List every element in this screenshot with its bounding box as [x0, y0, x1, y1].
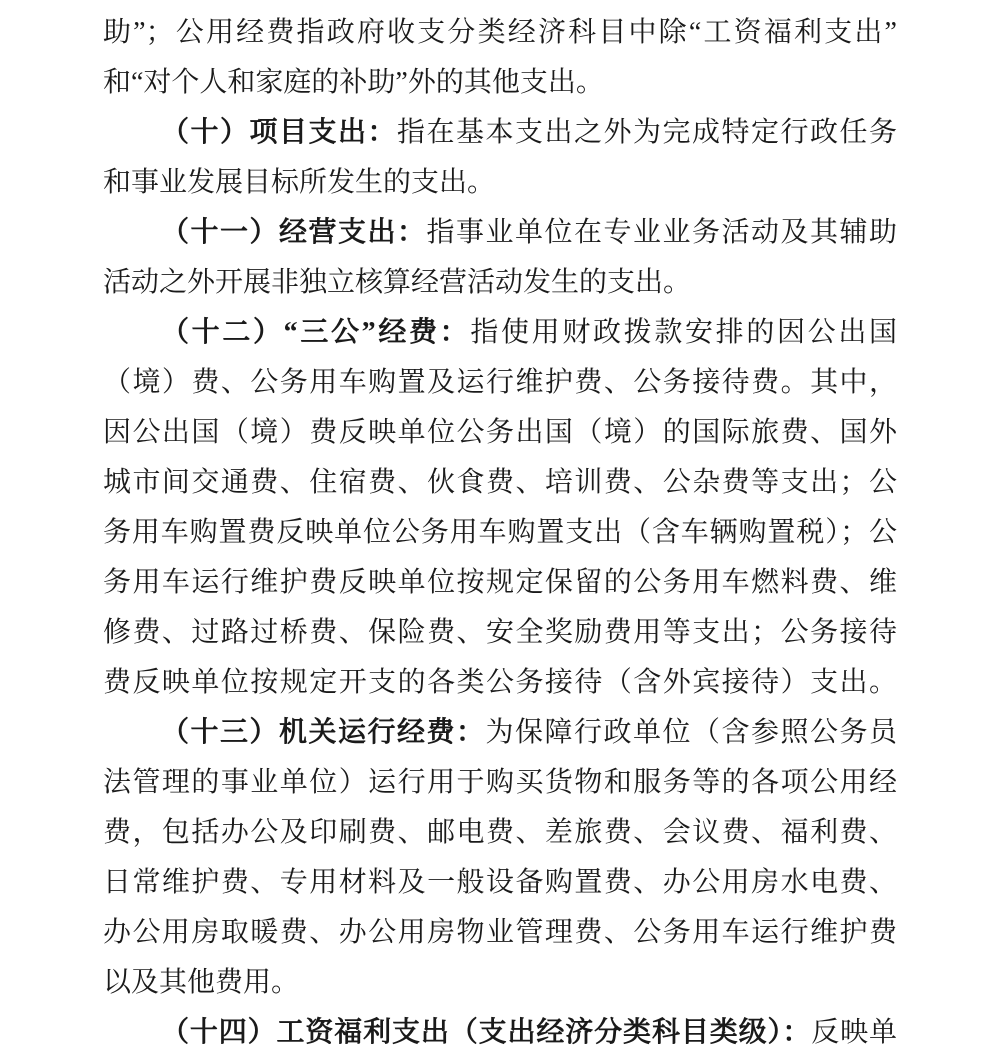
body-text: 城市间交通费、住宿费、伙食费、培训费、公杂费等支出；公: [103, 467, 897, 498]
term-heading: （十三）机关运行经费：: [161, 717, 486, 748]
text-line-4: [103, 158, 897, 208]
text-line-9: [103, 408, 897, 458]
text-line-11: [103, 508, 897, 558]
body-text: 日常维护费、专用材料及一般设备购置费、办公用房水电费、: [103, 867, 897, 898]
text-line-18: [103, 858, 897, 908]
body-text: 费，包括办公及印刷费、邮电费、差旅费、会议费、福利费、: [103, 817, 897, 848]
body-text: 助”；公用经费指政府收支分类经济科目中除“工资福利支出”: [103, 17, 897, 48]
text-line-6: [103, 258, 897, 308]
text-line-5: [103, 208, 897, 258]
body-text: 因公出国（境）费反映单位公务出国（境）的国际旅费、国外: [103, 417, 897, 448]
text-line-12: [103, 558, 897, 608]
body-text: 以及其他费用。: [103, 967, 300, 998]
term-heading: （十一）经营支出：: [161, 217, 427, 248]
body-text: 指事业单位在专业业务活动及其辅助: [426, 217, 897, 248]
body-text: 指在基本支出之外为完成特定行政任务: [397, 117, 897, 148]
body-text: 费反映单位按规定开支的各类公务接待（含外宾接待）支出。: [103, 667, 897, 698]
body-text: 活动之外开展非独立核算经营活动发生的支出。: [103, 267, 692, 298]
body-text: 务用车购置费反映单位公务用车购置支出（含车辆购置税）；公: [103, 517, 897, 548]
body-text: 为保障行政单位（含参照公务员: [485, 717, 897, 748]
body-text: 法管理的事业单位）运行用于购买货物和服务等的各项公用经: [103, 767, 897, 798]
text-line-17: [103, 808, 897, 858]
body-text: 办公用房取暖费、办公用房物业管理费、公务用车运行维护费: [103, 917, 897, 948]
text-line-14: [103, 658, 897, 708]
text-line-10: [103, 458, 897, 508]
body-text: 务用车运行维护费反映单位按规定保留的公务用车燃料费、维: [103, 567, 897, 598]
text-line-21: [103, 1008, 897, 1058]
term-heading: （十四）工资福利支出（支出经济分类科目类级）：: [161, 1017, 812, 1048]
text-line-20: [103, 958, 897, 1008]
text-line-15: [103, 708, 897, 758]
text-line-3: [103, 108, 897, 158]
body-text: 指使用财政拨款安排的因公出国: [470, 317, 897, 348]
text-line-1: [103, 8, 897, 58]
text-line-19: [103, 908, 897, 958]
body-text: 反映单: [811, 1017, 897, 1048]
body-text: （境）费、公务用车购置及运行维护费、公务接待费。其中，: [103, 367, 897, 398]
body-text: 修费、过路过桥费、保险费、安全奖励费用等支出；公务接待: [103, 617, 897, 648]
term-heading: （十二）“三公”经费：: [161, 317, 471, 348]
text-line-8: [103, 358, 897, 408]
text-line-2: [103, 58, 897, 108]
body-text: 和“对个人和家庭的补助”外的其他支出。: [103, 67, 604, 98]
text-line-16: [103, 758, 897, 808]
body-text: 和事业发展目标所发生的支出。: [103, 167, 496, 198]
text-line-7: [103, 308, 897, 358]
text-line-13: [103, 608, 897, 658]
term-heading: （十）项目支出：: [161, 117, 397, 148]
